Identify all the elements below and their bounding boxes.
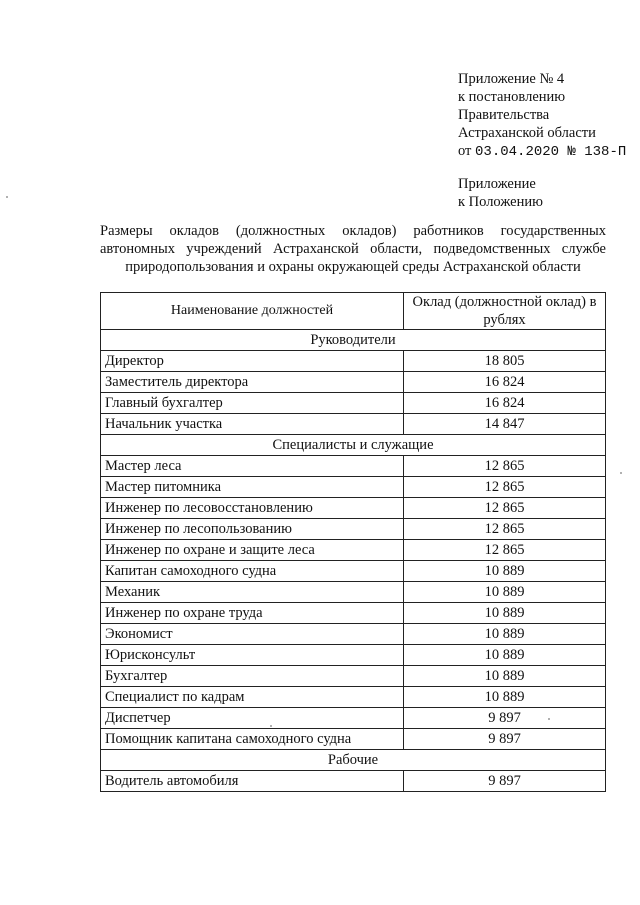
salary-value: 12 865 — [404, 477, 606, 498]
salary-value: 10 889 — [404, 666, 606, 687]
salary-table-body — [101, 330, 606, 792]
salary-value: 10 889 — [404, 645, 606, 666]
salary-value: 10 889 — [404, 603, 606, 624]
table-row — [101, 498, 606, 519]
position-name: Заместитель директора — [101, 372, 404, 393]
appendix-line-1: Приложение № 4 — [458, 71, 565, 87]
column-header-salary: Оклад (должностной оклад) в рублях — [404, 293, 606, 330]
scan-speck — [620, 472, 622, 474]
position-name: Бухгалтер — [101, 666, 404, 687]
table-row — [101, 645, 606, 666]
salary-value: 9 897 — [404, 729, 606, 750]
salary-value: 14 847 — [404, 414, 606, 435]
position-name: Юрисконсульт — [101, 645, 404, 666]
appendix2-line-1: Приложение — [458, 176, 536, 192]
salary-value: 12 865 — [404, 540, 606, 561]
table-row — [101, 624, 606, 645]
table-row — [101, 393, 606, 414]
position-name: Инженер по охране труда — [101, 603, 404, 624]
position-name: Директор — [101, 351, 404, 372]
position-name: Инженер по охране и защите леса — [101, 540, 404, 561]
position-name: Капитан самоходного судна — [101, 561, 404, 582]
salary-value: 10 889 — [404, 582, 606, 603]
salary-value: 16 824 — [404, 372, 606, 393]
appendix-date-prefix: от — [458, 143, 472, 159]
document-title: Размеры окладов (должностных окладов) работников государственных автономных учреждений Астраханской области, подведомственных службе природопользования и охраны окружающей среды Астраханской области — [100, 223, 606, 275]
section-title: Специалисты и служащие — [101, 435, 606, 456]
position-name: Начальник участка — [101, 414, 404, 435]
appendix-date-number: 03.04.2020 № 138-П — [475, 144, 627, 160]
salary-value: 10 889 — [404, 624, 606, 645]
table-row — [101, 771, 606, 792]
table-row — [101, 456, 606, 477]
table-row — [101, 477, 606, 498]
salary-value: 12 865 — [404, 456, 606, 477]
section-title: Руководители — [101, 330, 606, 351]
table-row — [101, 414, 606, 435]
position-name: Механик — [101, 582, 404, 603]
table-row — [101, 540, 606, 561]
salary-table — [100, 292, 606, 792]
position-name: Инженер по лесопользованию — [101, 519, 404, 540]
appendix-subheader — [458, 175, 543, 211]
table-row — [101, 666, 606, 687]
table-row — [101, 582, 606, 603]
position-name: Специалист по кадрам — [101, 687, 404, 708]
appendix2-line-2: к Положению — [458, 194, 543, 210]
position-name: Мастер питомника — [101, 477, 404, 498]
table-row — [101, 603, 606, 624]
section-row — [101, 435, 606, 456]
table-row — [101, 687, 606, 708]
salary-value: 9 897 — [404, 708, 606, 729]
salary-value: 18 805 — [404, 351, 606, 372]
table-row — [101, 708, 606, 729]
appendix-line-2: к постановлению — [458, 89, 566, 105]
table-row — [101, 561, 606, 582]
table-header-row — [101, 293, 606, 330]
salary-value: 12 865 — [404, 519, 606, 540]
salary-value: 16 824 — [404, 393, 606, 414]
salary-value: 12 865 — [404, 498, 606, 519]
position-name: Экономист — [101, 624, 404, 645]
column-header-name: Наименование должностей — [101, 293, 404, 330]
section-row — [101, 750, 606, 771]
position-name: Мастер леса — [101, 456, 404, 477]
section-title: Рабочие — [101, 750, 606, 771]
position-name: Инженер по лесовосстановлению — [101, 498, 404, 519]
scan-speck — [548, 718, 550, 720]
table-row — [101, 372, 606, 393]
salary-value: 9 897 — [404, 771, 606, 792]
salary-value: 10 889 — [404, 687, 606, 708]
position-name: Помощник капитана самоходного судна — [101, 729, 404, 750]
appendix-header — [458, 70, 626, 161]
table-row — [101, 729, 606, 750]
position-name: Диспетчер — [101, 708, 404, 729]
position-name: Главный бухгалтер — [101, 393, 404, 414]
scan-speck — [6, 196, 8, 198]
section-row — [101, 330, 606, 351]
appendix-line-3: Правительства — [458, 107, 550, 123]
table-row — [101, 519, 606, 540]
appendix-line-4: Астраханской области — [458, 125, 596, 141]
position-name: Водитель автомобиля — [101, 771, 404, 792]
salary-value: 10 889 — [404, 561, 606, 582]
scan-speck — [270, 725, 272, 727]
appendix-line-5 — [458, 142, 626, 161]
table-row — [101, 351, 606, 372]
